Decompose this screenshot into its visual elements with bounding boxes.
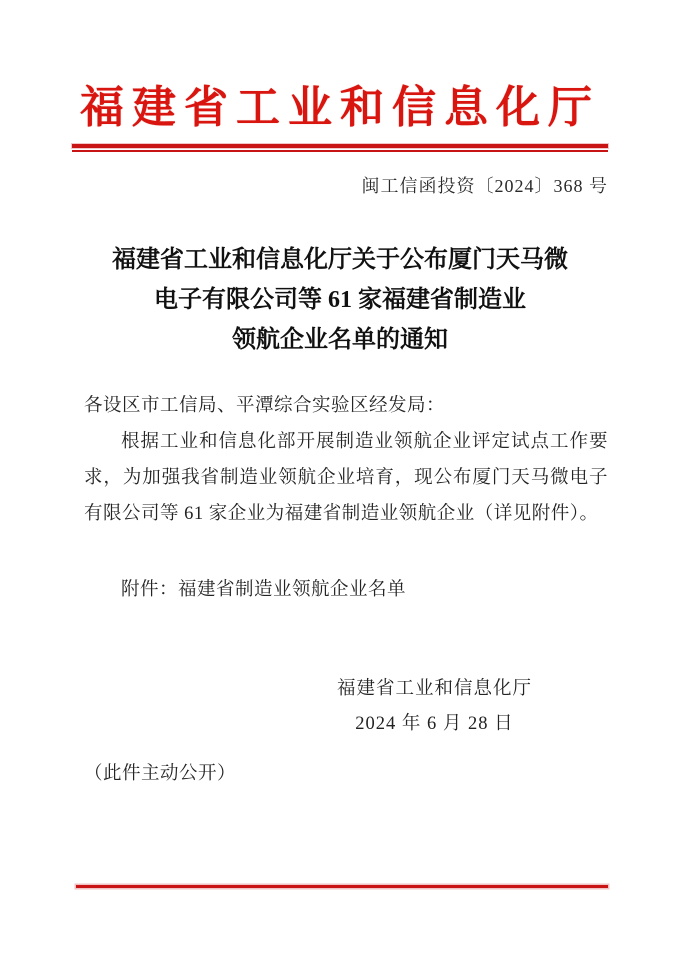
title-line-2: 电子有限公司等 61 家福建省制造业 bbox=[154, 286, 526, 313]
title-line-1: 福建省工业和信息化厅关于公布厦门天马微 bbox=[112, 246, 568, 273]
publicity-note: （此件主动公开） bbox=[84, 763, 237, 784]
document-body bbox=[72, 388, 608, 608]
signature-inner bbox=[337, 672, 532, 741]
document-title bbox=[72, 240, 608, 360]
title-line-3: 领航企业名单的通知 bbox=[232, 326, 448, 353]
header-rule-thin bbox=[72, 150, 608, 152]
salutation-line: 各设区市工信局、平潭综合实验区经发局： bbox=[84, 395, 446, 416]
signature-date: 2024 年 6 月 28 日 bbox=[355, 713, 514, 734]
header-rule-thick bbox=[72, 144, 608, 148]
agency-letterhead: 福建省工业和信息化厅 bbox=[80, 83, 600, 132]
attachment-reference: 附件：福建省制造业领航企业名单 bbox=[121, 579, 407, 600]
document-number: 闽工信函投资〔2024〕368 号 bbox=[361, 175, 608, 196]
signature-organization: 福建省工业和信息化厅 bbox=[336, 678, 532, 699]
footer-rule bbox=[76, 885, 608, 888]
header-double-rule bbox=[72, 144, 608, 152]
body-paragraph: 根据工业和信息化部开展制造业领航企业评定试点工作要求，为加强我省制造业领航企业培育，现公布厦门天马微电子有限公司等 61 家企业为福建省制造业领航企业（详见附件）。 bbox=[84, 431, 608, 524]
signature-block bbox=[72, 672, 608, 741]
